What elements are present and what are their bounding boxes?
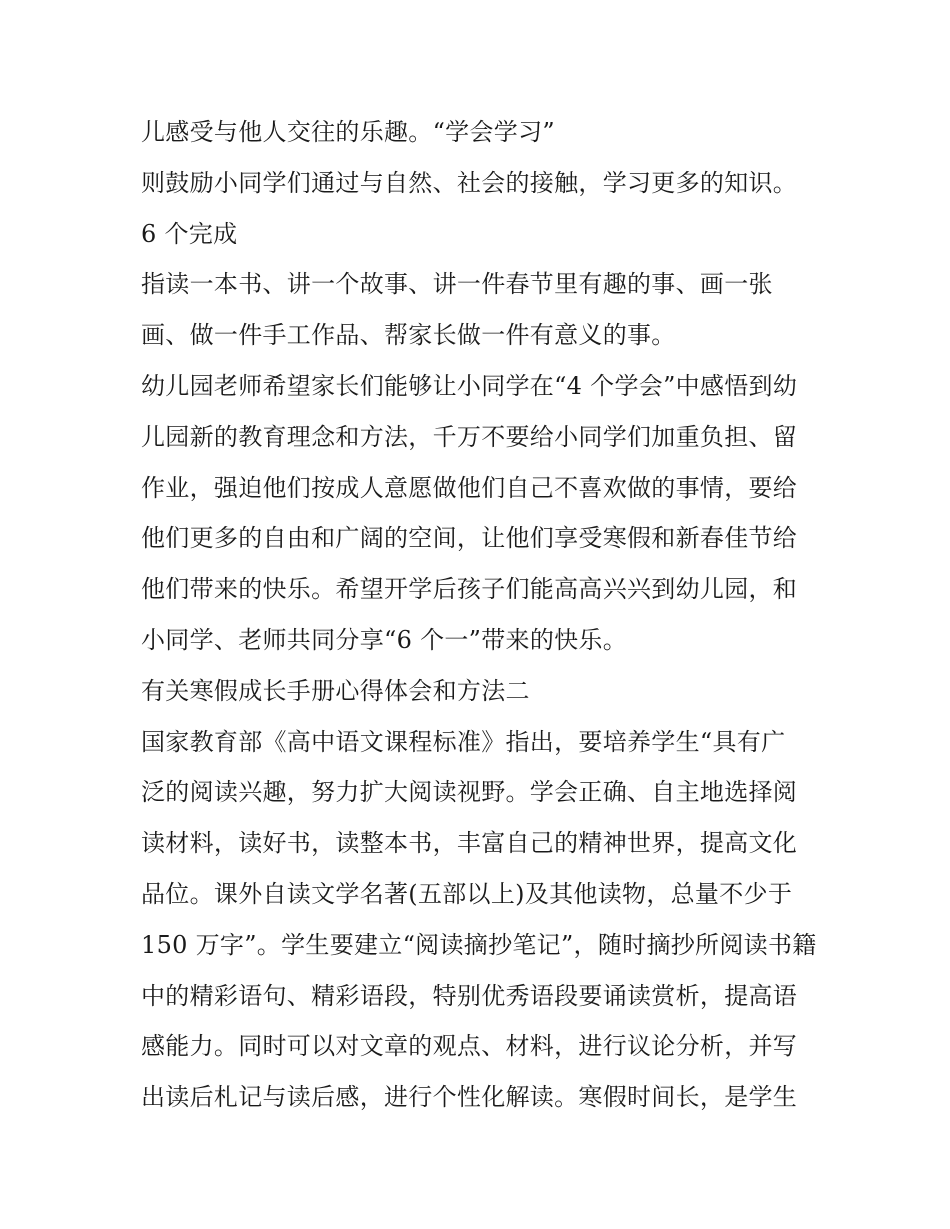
text-line-6: 幼儿园老师希望家长们能够让小同学在“4 个学会”中感悟到幼 xyxy=(141,371,798,400)
text-line-1: 儿感受与他人交往的乐趣。“学会学习” xyxy=(141,118,555,146)
text-line-5: 画、做一件手工作品、帮家长做一件有意义的事。 xyxy=(141,321,676,350)
text-line-9: 他们更多的自由和广阔的空间，让他们享受寒假和新春佳节给 xyxy=(141,524,798,553)
text-line-7: 儿园新的教育理念和方法，千万不要给小同学们加重负担、留 xyxy=(141,422,798,451)
text-line-10: 他们带来的快乐。希望开学后孩子们能高高兴兴到幼儿园，和 xyxy=(141,575,798,604)
text-line-8: 作业，强迫他们按成人意愿做他们自己不喜欢做的事情，要给 xyxy=(141,473,798,502)
section-heading: 有关寒假成长手册心得体会和方法二 xyxy=(141,676,530,705)
text-line-2: 则鼓励小同学们通过与自然、社会的接触，学习更多的知识。 xyxy=(141,168,798,197)
text-line-20: 出读后札记与读后感，进行个性化解读。寒假时间长，是学生 xyxy=(141,1083,798,1112)
text-line-18: 中的精彩语句、精彩语段，特别优秀语段要诵读赏析，提高语 xyxy=(141,981,798,1010)
text-line-11: 小同学、老师共同分享“6 个一”带来的快乐。 xyxy=(141,625,628,654)
text-line-3: 6 个完成 xyxy=(141,219,238,248)
document-body xyxy=(141,107,821,1123)
text-line-17: 150 万字”。学生要建立“阅读摘抄笔记”，随时摘抄所阅读书籍 xyxy=(141,930,817,959)
text-line-15: 读材料，读好书，读整本书，丰富自己的精神世界，提高文化 xyxy=(141,829,798,858)
text-line-4: 指读一本书、讲一个故事、讲一件春节里有趣的事、画一张 xyxy=(141,270,773,299)
text-line-16: 品位。课外自读文学名著(五部以上)及其他读物，总量不少于 xyxy=(141,879,793,908)
text-line-19: 感能力。同时可以对文章的观点、材料，进行议论分析，并写 xyxy=(141,1032,798,1061)
text-line-14: 泛的阅读兴趣，努力扩大阅读视野。学会正确、自主地选择阅 xyxy=(141,778,798,807)
text-line-13: 国家教育部《高中语文课程标准》指出，要培养学生“具有广 xyxy=(141,727,786,756)
